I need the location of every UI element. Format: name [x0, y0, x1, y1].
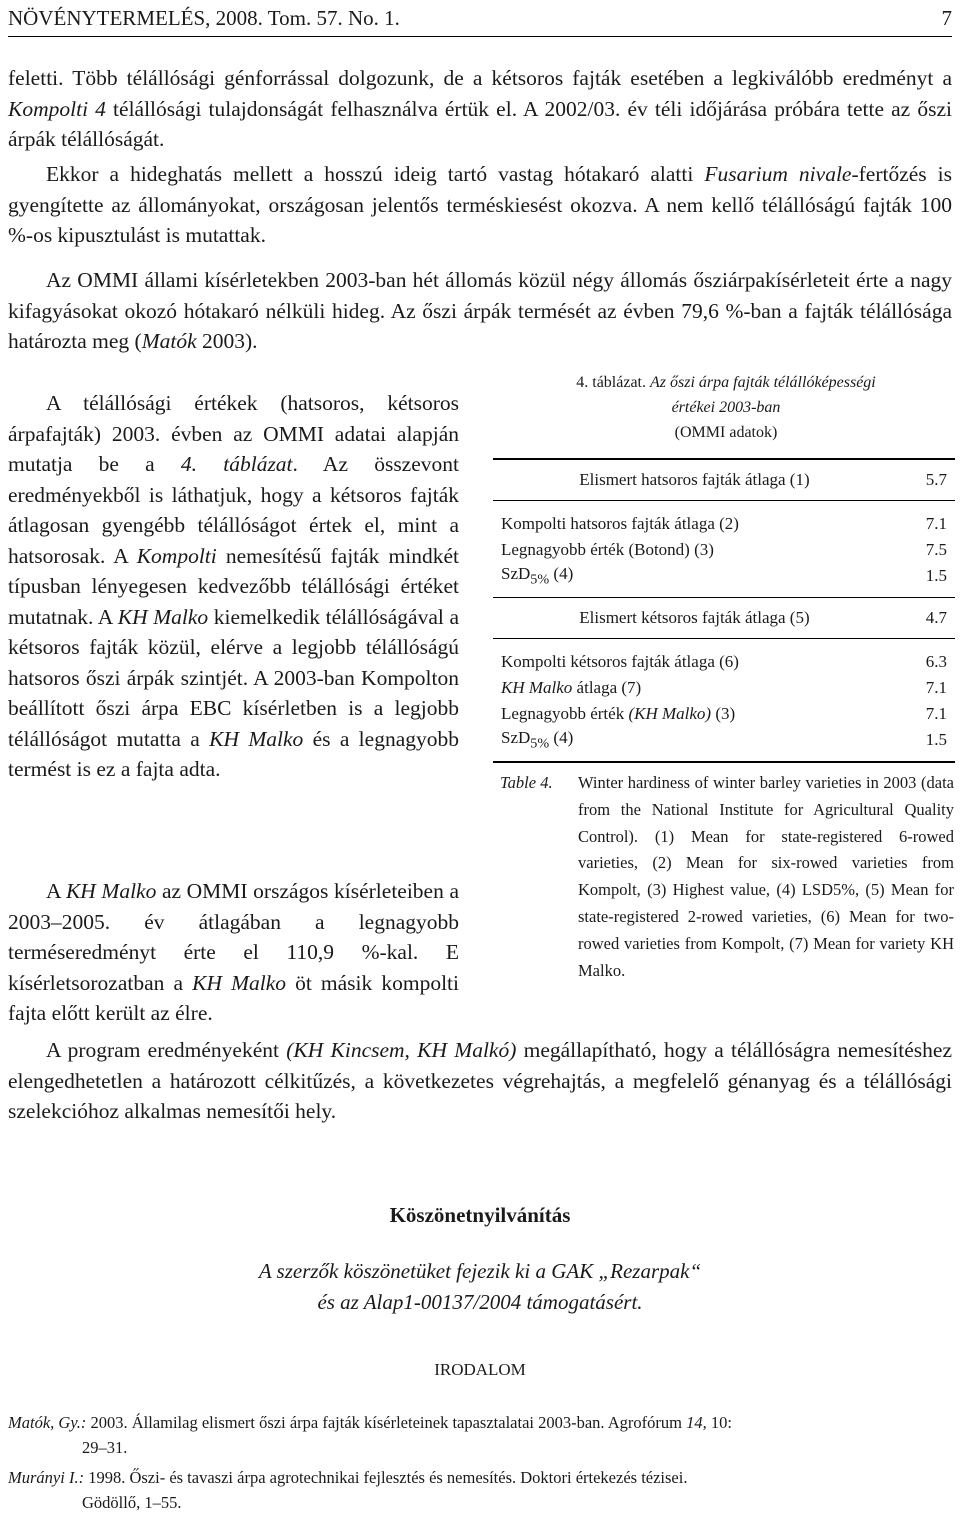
table-row: KH Malko átlaga (7) 7.1	[501, 678, 947, 697]
paragraph-3: Az OMMI állami kísérletekben 2003-ban hét állomás közül négy állomás ősziárpakísérleteit érte a nagy kifagyásokat okozó hótakaró nélküli hideg. Az őszi árpák termését az évben 79,6 %-ban a fajták télállósága határozta meg (Matók 2003).	[8, 268, 952, 353]
paragraph-5: A KH Malko az OMMI országos kísérleteiben a 2003–2005. év átlagában a legnagyobb terméseredményt érte el 110,9 %-kal. E kísérletsorozatban a KH Malko öt másik kompolti fajta előtt került az élre.	[8, 879, 460, 1025]
table-row: Kompolti kétsoros fajták átlaga (6) 6.3	[501, 652, 947, 671]
table-row: Legnagyobb érték (KH Malko) (3) 7.1	[501, 704, 947, 723]
table-row: Legnagyobb érték (Botond) (3) 7.5	[501, 540, 947, 559]
english-caption-label: Table 4.	[500, 773, 553, 792]
acknowledgement-text: A szerzők köszönetüket fejezik ki a GAK „Rezarpak“ és az Alap1-00137/2004 támogatásért.	[258, 1259, 702, 1314]
table-title-2: értékei 2003-ban	[671, 399, 781, 416]
paragraph-2: Ekkor a hideghatás mellett a hosszú ideig tartó vastag hótakaró alatti Fusarium nivale-fertőzés is gyengítette az állományokat, országosan jelentős terméskiesést okozva. A nem kellő télállóságú fajták 100 %-os kipusztulást is mutattak.	[8, 162, 953, 247]
table-label: 4. táblázat.	[576, 374, 646, 391]
paragraph-4: A télállósági értékek (hatsoros, kétsoros árpafajták) 2003. évben az OMMI adatai alapján mutatja be a 4. táblázat. Az összevont eredményekből is láthatjuk, hogy a kétsoros fajták átlagosan gyengébb télállóságot értek el, mint a hatsorosak. A Kompolti nemesítésű fajták mindkét típusban lényegesen kedvezőbb télállósági értéket mutatnak. A KH Malko kiemelkedik télállóságával a kétsoros fajták közül, elérve a legjobb télállóságú hatsoros őszi árpák szintjét. A 2003-ban Kompolton beállított őszi árpa EBC kísérletben is a legjobb télállóságot mutatta a KH Malko és a legnagyobb termést is ez a fajta adta.	[8, 391, 460, 781]
table-row: Kompolti hatsoros fajták átlaga (2) 7.1	[501, 514, 947, 533]
reference-item: Murányi I.: 1998. Őszi- és tavaszi árpa agrotechnikai fejlesztés és nemesítés. Doktori értekezés tézisei. Gödöllő, 1–55.	[8, 1468, 688, 1512]
reference-item: Matók, Gy.: 2003. Államilag elismert őszi árpa fajták kísérleteinek tapasztalatai 2003-ban. Agrofórum 14, 10: 29–31.	[8, 1413, 732, 1457]
paragraph-1: feletti. Több télállósági génforrással dolgozunk, de a kétsoros fajták esetében a legkiválóbb eredményt a Kompolti 4 télállósági tulajdonságát felhasználva értük el. A 2002/03. év téli időjárása próbára tette az őszi árpák télállóságát.	[8, 66, 952, 151]
acknowledgement-heading: Köszönetnyilvánítás	[389, 1203, 571, 1227]
table-source: (OMMI adatok)	[674, 424, 778, 441]
page-number: 7	[941, 6, 952, 30]
table-caption	[497, 370, 955, 445]
english-caption-text: Winter hardiness of winter barley varieties in 2003 (data from the National Institute for Agricultural Quality Control). (1) Mean for state-registered 6-rowed varieties, (2) Mean for six-rowed varieties from Kompolt, (3) Highest value, (4) LSD5%, (5) Mean for state-registered 2-rowed varieties, (6) Mean for two-rowed varieties from Kompolt, (7) Mean for variety KH Malko.	[578, 773, 954, 980]
paragraph-6: A program eredményeként (KH Kincsem, KH Malkó) megállapítható, hogy a télállóságra nemesítéshez elengedhetetlen a határozott célkitűzés, a következetes végrehajtás, a megfelelő génanyag és a télállósági szelekcióhoz alkalmas nemesítői hely.	[8, 1038, 952, 1123]
table-row: Elismert hatsoros fajták átlaga (1) 5.7	[493, 459, 955, 501]
table-row: Elismert kétsoros fajták átlaga (5) 4.7	[493, 598, 955, 639]
header-rule	[8, 36, 952, 37]
references-heading: IRODALOM	[434, 1360, 526, 1379]
journal-title: NÖVÉNYTERMELÉS, 2008. Tom. 57. No. 1.	[8, 6, 400, 30]
table-row: SzD$_{5\%}$ (4) 1.5	[493, 727, 955, 762]
running-header	[8, 6, 952, 30]
table-row: SzD$_{5\%}$ (4) 1.5	[501, 563, 947, 588]
data-table	[493, 458, 955, 763]
table-title: Az őszi árpa fajták télállóképességi	[650, 374, 876, 391]
english-caption	[500, 770, 954, 984]
